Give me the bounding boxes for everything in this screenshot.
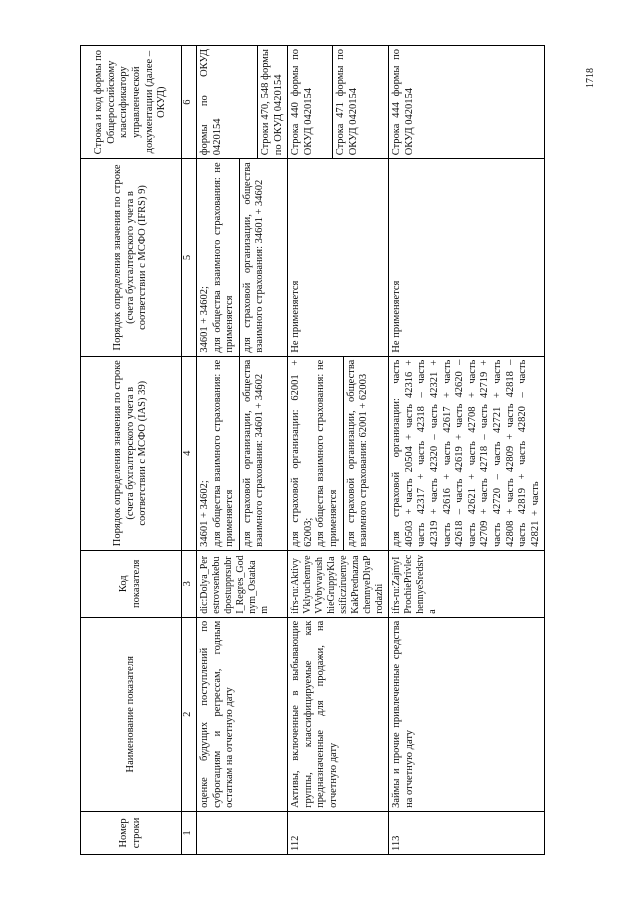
ifrs9-rule: Не применяется: [389, 159, 545, 356]
table-row: [197, 46, 288, 855]
col-number: 3: [182, 550, 197, 617]
ias39-rule: [288, 356, 389, 550]
row-number: 112: [288, 811, 389, 854]
row-number: 113: [389, 811, 545, 854]
indicator-name: Активы, включенные в выбывающие группы, классифицируемые как предназначенные для продажи, на отчетную дату: [288, 617, 389, 811]
col-number: 1: [182, 811, 197, 854]
okud-line: Строки 470, 548 формы по ОКУД 0420154: [260, 49, 284, 156]
indicator-code: ifrs-ru:AktivyVklyuchennyeVVybyvayushhieGruppyKlassificziruemyeKakPrednaznachennyeDlyaProdazhi: [288, 550, 389, 617]
col-number: 5: [182, 159, 197, 356]
ifrs9-rule-line: для общества взаимного страхования: не применяется: [212, 159, 240, 355]
okud-reference: Строка 444 формы по ОКУД 0420154: [389, 46, 545, 159]
okud-line: Строка 471 формы по ОКУД 0420154: [335, 49, 359, 156]
ias39-rule: [197, 356, 288, 550]
header-indicator-name: Наименование показателя: [81, 617, 182, 811]
ifrs9-rule: Не применяется: [288, 159, 389, 356]
header-indicator-code: Код показателя: [81, 550, 182, 617]
col-number: 4: [182, 356, 197, 550]
ifrs9-rule: [197, 159, 288, 356]
row-number: [197, 811, 288, 854]
ias39-rule-line: для общества взаимного страхования: не применяется: [315, 357, 343, 550]
col-number: 2: [182, 617, 197, 811]
indicator-name: Займы и прочие привлеченные средства на отчетную дату: [389, 617, 545, 811]
table-header-row: [81, 46, 182, 855]
indicator-code: ifrs-ru:ZajmyIProchiePrivlechennyeSredstva: [389, 550, 545, 617]
okud-line: формы по ОКУД 0420154: [199, 46, 258, 158]
table-row: [288, 46, 389, 855]
column-number-row: [182, 46, 197, 855]
indicator-table: [80, 45, 545, 855]
page-number: 1718: [585, 68, 596, 88]
ifrs9-rule-line: для страховой организации, общества взаимного страхования: 34601 + 34602: [241, 162, 266, 353]
header-row-number: Номер строки: [81, 811, 182, 854]
col-number: 6: [182, 46, 197, 159]
table-row: [389, 46, 545, 855]
ias39-rule-line: 34601 + 34602;: [199, 480, 210, 547]
ias39-rule-line: для общества взаимного страхования: не применяется: [212, 357, 240, 550]
ifrs9-rule-line: 34601 + 34602;: [199, 286, 210, 353]
header-okud: Строка и код формы по Общероссийскому классификатору управленческой документации (далее – ОКУД): [81, 46, 182, 159]
header-ias39: Порядок определения значения по строке (счета бухгалтерского учета в соответствии с МСФО (IAS) 39): [81, 356, 182, 550]
okud-reference: [197, 46, 288, 159]
ias39-rule-line: для страховой организации, общества взаимного страхования: 34601 + 34602: [241, 359, 266, 547]
ias39-rule-line: для страховой организации: 62001 + 62003;: [290, 359, 314, 547]
indicator-name: оценке будущих поступлений по суброгациям и регрессам, годным остаткам на отчетную дату: [197, 617, 288, 811]
okud-line: Строка 440 формы по ОКУД 0420154: [290, 46, 333, 158]
okud-reference: [288, 46, 389, 159]
rotated-page: [80, 45, 580, 855]
ias39-rule: для страховой организации: часть 40503 + часть 20504 + часть 42316 + часть 42317 + часть 42318 – часть 42319 + часть 42320 – часть 42321 + часть 42616 + часть 42617 + часть 42618 – часть 42619 + часть 42620 – часть 42621 + часть 42708 + часть 42709 + часть 42718 – часть 42719 + часть 42720 – часть 42721 + часть 42808 + часть 42809 + часть 42818 – часть 42819 + часть 42820 – часть 42821 + часть: [389, 356, 545, 550]
ias39-rule-line: для страховой организации, общества взаимного страхования: 62001 + 62003: [345, 359, 370, 547]
indicator-code: dic:Dolya_PerestrovsenkebudpostupprsubrI_Regres_Godnym_Ostatkam: [197, 550, 288, 617]
header-ifrs9: Порядок определения значения по строке (счета бухгалтерского учета в соответствии с МСФО (IFRS) 9): [81, 159, 182, 356]
